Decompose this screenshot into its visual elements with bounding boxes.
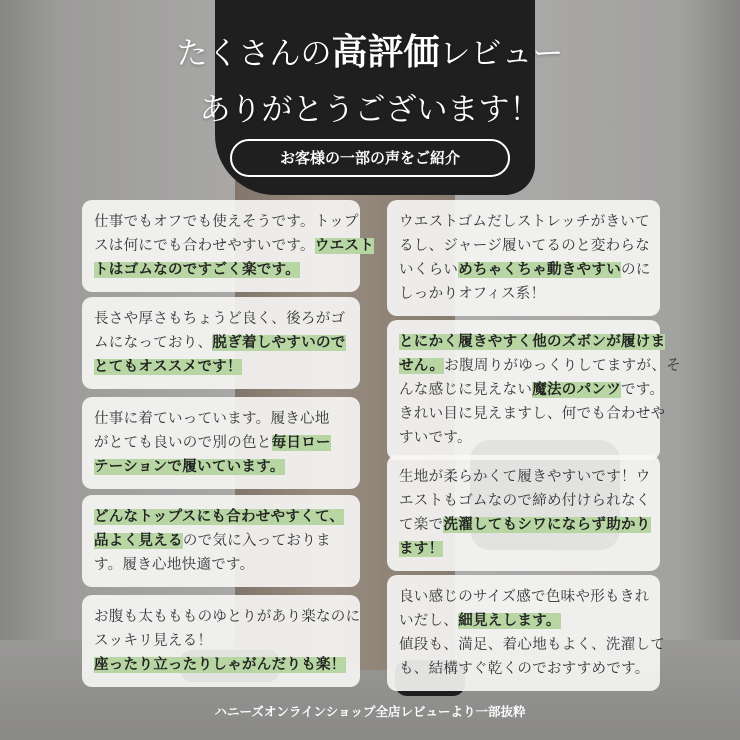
- headline-text: たくさんの: [176, 36, 332, 72]
- review-highlight: トはゴムなのですごく楽です。: [94, 262, 301, 278]
- review-highlight: ウエスト: [314, 238, 375, 254]
- review-line: [399, 378, 665, 402]
- review-card: [82, 495, 360, 587]
- review-highlight: とにかく履きやすく他のズボンが履けま: [399, 334, 666, 350]
- review-text: ので気に入っておりま: [182, 533, 331, 549]
- review-line: [94, 210, 359, 234]
- review-highlight: せん。: [399, 358, 445, 374]
- review-text: いくらい: [399, 262, 459, 278]
- review-line: [94, 505, 348, 529]
- review-text: 良い感じのサイズ感で色味や形もきれ: [399, 589, 650, 605]
- review-card: [387, 200, 660, 316]
- review-line: [399, 513, 651, 537]
- review-text: 長さや厚さもちょうど良く、後ろがゴ: [94, 311, 346, 327]
- review-text: ムになっており、: [94, 335, 213, 351]
- review-line: [399, 330, 666, 354]
- review-highlight: 細見えします。: [458, 613, 561, 629]
- headline-line1: [0, 24, 740, 75]
- review-highlight: とてもオススメです！: [94, 359, 242, 375]
- review-highlight: テーションで履いています。: [94, 459, 285, 475]
- review-text: お腹周りがゆっくりしてますが、そ: [444, 358, 681, 374]
- review-text: す。履き心地快適です。: [94, 557, 255, 573]
- review-highlight: ます！: [399, 541, 444, 557]
- review-line: [399, 402, 666, 426]
- review-text: エストもゴムなので締め付けられなく: [399, 493, 651, 509]
- review-highlight: 毎日ロー: [271, 435, 331, 451]
- review-text: きれい目に見えますし、何でも合わせや: [399, 406, 666, 422]
- review-line: [94, 407, 348, 431]
- review-line: [94, 455, 348, 479]
- review-line: [94, 331, 348, 355]
- review-text: 仕事に着ていっています。履き心地: [94, 411, 330, 427]
- review-highlight: 品よく見える: [94, 533, 183, 549]
- review-line: [94, 234, 375, 258]
- review-highlight: 座ったり立ったりしゃがんだりも楽！: [94, 657, 346, 673]
- review-highlight: めちゃくちゃ動きやすい: [458, 262, 622, 278]
- review-line: [399, 354, 681, 378]
- review-line: [399, 258, 651, 282]
- review-line: [94, 355, 348, 379]
- review-text: スッキリ見える！: [94, 633, 213, 649]
- review-text: 値段も、満足、着心地もよく、洗濯して: [399, 637, 666, 653]
- review-line: [94, 605, 361, 629]
- review-line: [399, 657, 648, 681]
- review-card: [387, 575, 666, 691]
- review-line: [94, 307, 348, 331]
- review-text: るし、ジャージ履いてるのと変わらな: [399, 238, 651, 254]
- review-line: [94, 431, 348, 455]
- review-line: [399, 210, 648, 234]
- review-line: [399, 489, 651, 513]
- review-text: も、結構すぐ乾くのでおすすめです。: [399, 661, 650, 677]
- review-text: いだし、: [399, 613, 459, 629]
- headline-line2: ありがとうございます！: [199, 92, 541, 128]
- review-text: 仕事でもオフでも使えそうです。トップ: [94, 214, 359, 230]
- review-text: のに: [621, 262, 651, 278]
- review-line: [399, 537, 648, 561]
- review-line: [399, 234, 651, 258]
- review-text: しっかりオフィス系！: [399, 286, 546, 302]
- review-line: [399, 585, 648, 609]
- review-line: [94, 553, 348, 577]
- review-card: [82, 595, 360, 687]
- review-line: [399, 465, 651, 489]
- review-highlight: 魔法のパンツ: [532, 382, 622, 398]
- review-line: [94, 653, 348, 677]
- source-note: ハニーズオンラインショップ全店レビューより一部抜粋: [214, 704, 526, 719]
- review-text: がとても良いので別の色と: [94, 435, 272, 451]
- review-line: [94, 258, 348, 282]
- review-card: [82, 397, 360, 489]
- review-highlight: どんなトップスにも合わせやすくて、: [94, 509, 345, 525]
- review-card: [82, 297, 360, 389]
- review-text: て楽で: [399, 517, 444, 533]
- headline-emphasis: 高評価: [331, 31, 440, 73]
- section-label-pill: お客様の一部の声をご紹介: [230, 139, 510, 177]
- review-line: [399, 426, 648, 450]
- review-card: [387, 455, 660, 571]
- review-text: んな感じに見えない: [399, 382, 533, 398]
- review-text: 生地が柔らかくて履きやすいです！ウ: [399, 469, 651, 485]
- review-text: スは何にでも合わせやすいです。: [94, 238, 315, 254]
- review-card: [387, 320, 681, 460]
- review-line: [399, 609, 648, 633]
- review-highlight: 洗濯してもシワにならず助かり: [443, 517, 651, 533]
- review-text: すいです。: [399, 430, 472, 446]
- review-line: [94, 629, 348, 653]
- review-text: お腹も太ももものゆとりがあり楽なのに: [94, 609, 361, 625]
- review-text: です。: [621, 382, 665, 398]
- review-highlight: 脱ぎ着しやすいので: [212, 335, 346, 351]
- review-line: [94, 529, 348, 553]
- review-text: ウエストゴムだしストレッチがきいて: [399, 214, 650, 230]
- review-card: [82, 200, 375, 292]
- review-line: [399, 282, 648, 306]
- headline-text: レビュー: [439, 36, 564, 72]
- review-line: [399, 633, 666, 657]
